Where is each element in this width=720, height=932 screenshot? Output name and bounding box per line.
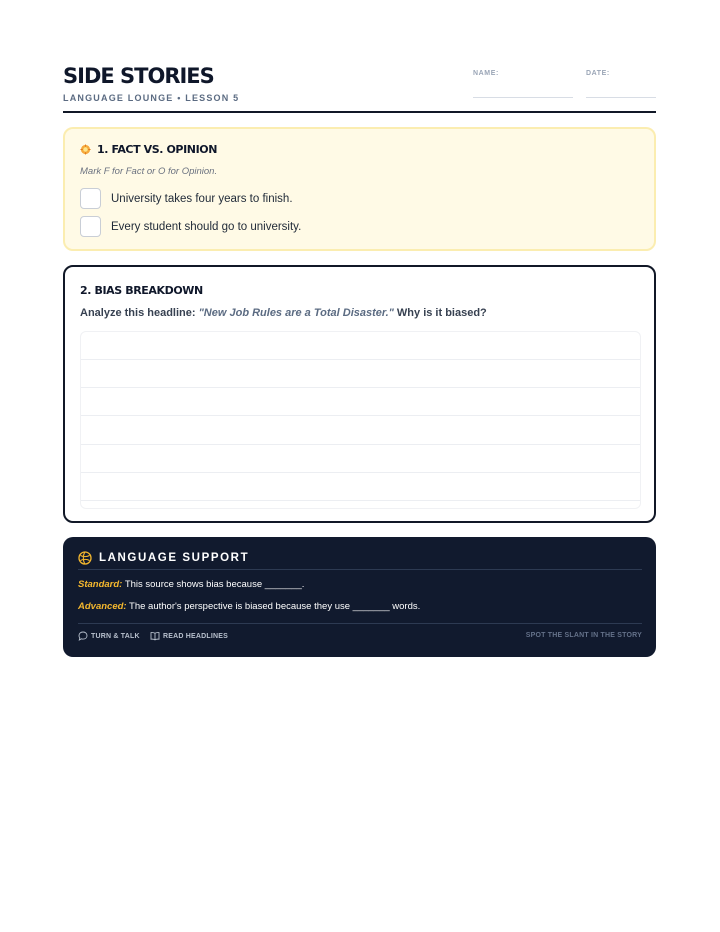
page-title: SIDE STORIES [63,64,214,88]
open-book-icon [150,631,160,641]
writing-line [81,387,640,388]
bias-breakdown-title: 2. BIAS BREAKDOWN [80,284,203,297]
fact-opinion-header [80,143,217,156]
prompt-suffix: Why is it biased? [396,307,487,319]
name-label: NAME: [473,70,499,77]
language-support-title: LANGUAGE SUPPORT [99,552,250,564]
divider [78,569,642,570]
bias-breakdown-header [80,284,203,297]
statement-text: University takes four years to finish. [111,192,293,205]
bias-breakdown-section [63,265,656,523]
statement-text: Every student should go to university. [111,220,302,233]
frame-label: Advanced: [78,601,127,612]
list-item [80,188,293,209]
list-item [80,216,301,237]
turn-and-talk-label: TURN & TALK [91,632,140,640]
writing-line [81,472,640,473]
page-subtitle: LANGUAGE LOUNGE • LESSON 5 [63,93,240,103]
turn-and-talk [78,631,140,641]
writing-line [81,359,640,360]
read-headlines-label: READ HEADLINES [163,632,229,640]
writing-line [81,444,640,445]
headline-prompt [80,307,487,319]
answer-box[interactable] [80,188,101,209]
language-support-panel [63,537,656,657]
writing-line [81,500,640,501]
speech-bubble-icon [78,631,88,641]
date-field[interactable] [586,70,610,77]
date-label: DATE: [586,70,610,77]
frame-text: The author's perspective is biased because they use _______ words. [129,601,421,612]
fact-opinion-section [63,127,656,251]
writing-line [81,415,640,416]
fact-opinion-title: 1. FACT VS. OPINION [97,143,218,156]
burst-icon [80,144,91,155]
language-support-header [78,551,249,565]
headline-quote: "New Job Rules are a Total Disaster." [198,307,394,319]
fact-opinion-instruction: Mark F for Fact or O for Opinion. [80,166,218,177]
divider [78,623,642,624]
date-line[interactable] [586,97,656,98]
answer-box[interactable] [80,216,101,237]
frame-text: This source shows bias because _______. [124,579,305,590]
globe-icon [78,551,92,565]
name-field[interactable] [473,70,499,77]
sentence-frame-standard [78,579,304,590]
read-headlines [150,631,228,641]
answer-writing-area[interactable] [80,331,641,509]
name-line[interactable] [473,97,573,98]
frame-label: Standard: [78,579,123,590]
sentence-frame-advanced [78,601,420,612]
panel-footer [78,631,642,643]
worksheet-header [63,62,656,113]
footer-tagline: SPOT THE SLANT IN THE STORY [525,632,642,639]
prompt-prefix: Analyze this headline: [80,307,196,319]
